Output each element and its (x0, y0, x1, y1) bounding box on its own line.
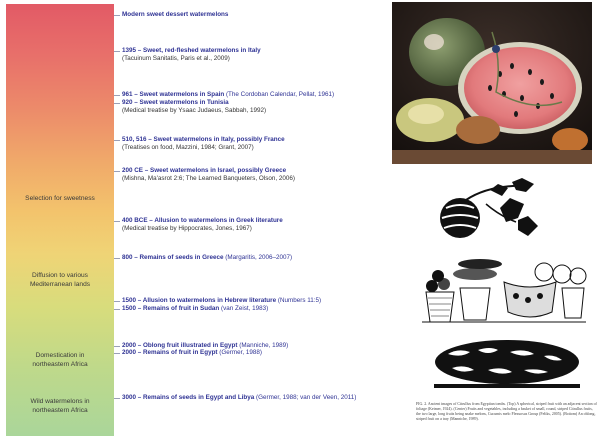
event-citation: (Medical treatise by Ysaac Judaeus, Sabbah, 1992) (122, 107, 267, 115)
event-title: 510, 516 – Sweet watermelons in Italy, possibly France (122, 136, 285, 143)
event-title: 1395 – Sweet, red-fleshed watermelons in Italy (122, 47, 261, 54)
timeline-event (122, 91, 392, 99)
timeline-event (122, 297, 392, 305)
timeline-tick (114, 258, 120, 259)
phase-label-sweetness: Selection for sweetness (25, 195, 95, 202)
event-citation: (Medical treatise by Hippocrates, Jones, 1967) (122, 225, 252, 233)
timeline-event (122, 217, 392, 233)
event-title: 1500 – Remains of fruit in Sudan (122, 305, 220, 312)
timeline-event (122, 167, 392, 183)
event-citation: (Tacuinum Sanitatis, Paris et al., 2009) (122, 55, 230, 63)
timeline-tick (114, 95, 120, 96)
event-title: 400 BCE – Allusion to watermelons in Greek literature (122, 217, 283, 224)
event-title: 2000 – Remains of fruit in Egypt (122, 349, 218, 356)
timeline-tick (114, 140, 120, 141)
timeline-event (122, 254, 392, 262)
watermelon-still-life-image (392, 2, 592, 164)
timeline-tick (114, 103, 120, 104)
figure-caption: FIG. 2. Ancient images of Citrullus from Egyptian tombs. (Top) A spherical, striped fruit with an adjacent section of foliage (Keimer, 1924). (Center) Fruits and vegetables, including a basket of small, round, striped Citrullus fruits, the two large, long fruits being snake melons, Cucumis melo Flexuosus Group (Feliks, 2005). (Bottom) An oblong, striped fruit on a tray (Manniche, 1989). (416, 402, 597, 421)
event-citation: (Mishna, Ma'asrot 2:6; The Learned Banqueters, Olson, 2006) (122, 175, 295, 183)
event-citation: (Margaritis, 2006–2007) (225, 254, 293, 261)
phase-label-wild: Wild watermelons in northeastern Africa (30, 398, 90, 414)
event-title: 800 – Remains of seeds in Greece (122, 254, 224, 261)
event-title: 920 – Sweet watermelons in Tunisia (122, 99, 229, 106)
timeline-tick (114, 51, 120, 52)
event-title: 1500 – Allusion to watermelons in Hebrew literature (122, 297, 277, 304)
timeline-event (122, 394, 392, 402)
timeline-tick (114, 171, 120, 172)
timeline-gradient-bar (6, 4, 114, 436)
timeline-tick (114, 346, 120, 347)
event-citation: (Treatises on food, Mazzini, 1984; Grant, 2007) (122, 144, 254, 152)
timeline-tick (114, 15, 120, 16)
timeline-tick (114, 221, 120, 222)
timeline-event (122, 349, 392, 357)
event-title: 200 CE – Sweet watermelons in Israel, possibly Greece (122, 167, 287, 174)
event-title: 2000 – Oblong fruit illustrated in Egypt (122, 342, 238, 349)
timeline-event (122, 305, 392, 313)
event-citation: (Germer, 1988; van der Veen, 2011) (256, 394, 357, 401)
event-citation: (van Zeist, 1983) (221, 305, 269, 312)
timeline-event (122, 47, 392, 63)
fruit-basket-drawing (420, 252, 588, 324)
event-citation: (Germer, 1988) (219, 349, 262, 356)
event-title: 3000 – Remains of seeds in Egypt and Libya (122, 394, 255, 401)
event-title: Modern sweet dessert watermelons (122, 11, 229, 18)
event-citation: (The Cordoban Calendar, Pellat, 1961) (225, 91, 335, 98)
spherical-fruit-foliage-drawing (430, 176, 550, 246)
timeline-tick (114, 398, 120, 399)
event-citation: (Numbers 11:5) (277, 297, 322, 304)
event-title: 961 – Sweet watermelons in Spain (122, 91, 225, 98)
timeline-tick (114, 353, 120, 354)
timeline-event (122, 11, 392, 19)
phase-label-domestication: Domestication in northeastern Africa (32, 352, 88, 368)
timeline-tick (114, 301, 120, 302)
timeline-tick (114, 309, 120, 310)
phase-label-diffusion: Diffusion to various Mediterranean lands (29, 272, 91, 288)
event-citation: (Manniche, 1989) (239, 342, 289, 349)
oblong-fruit-tray-drawing (428, 332, 586, 394)
timeline-event (122, 99, 392, 115)
timeline-event (122, 136, 392, 152)
